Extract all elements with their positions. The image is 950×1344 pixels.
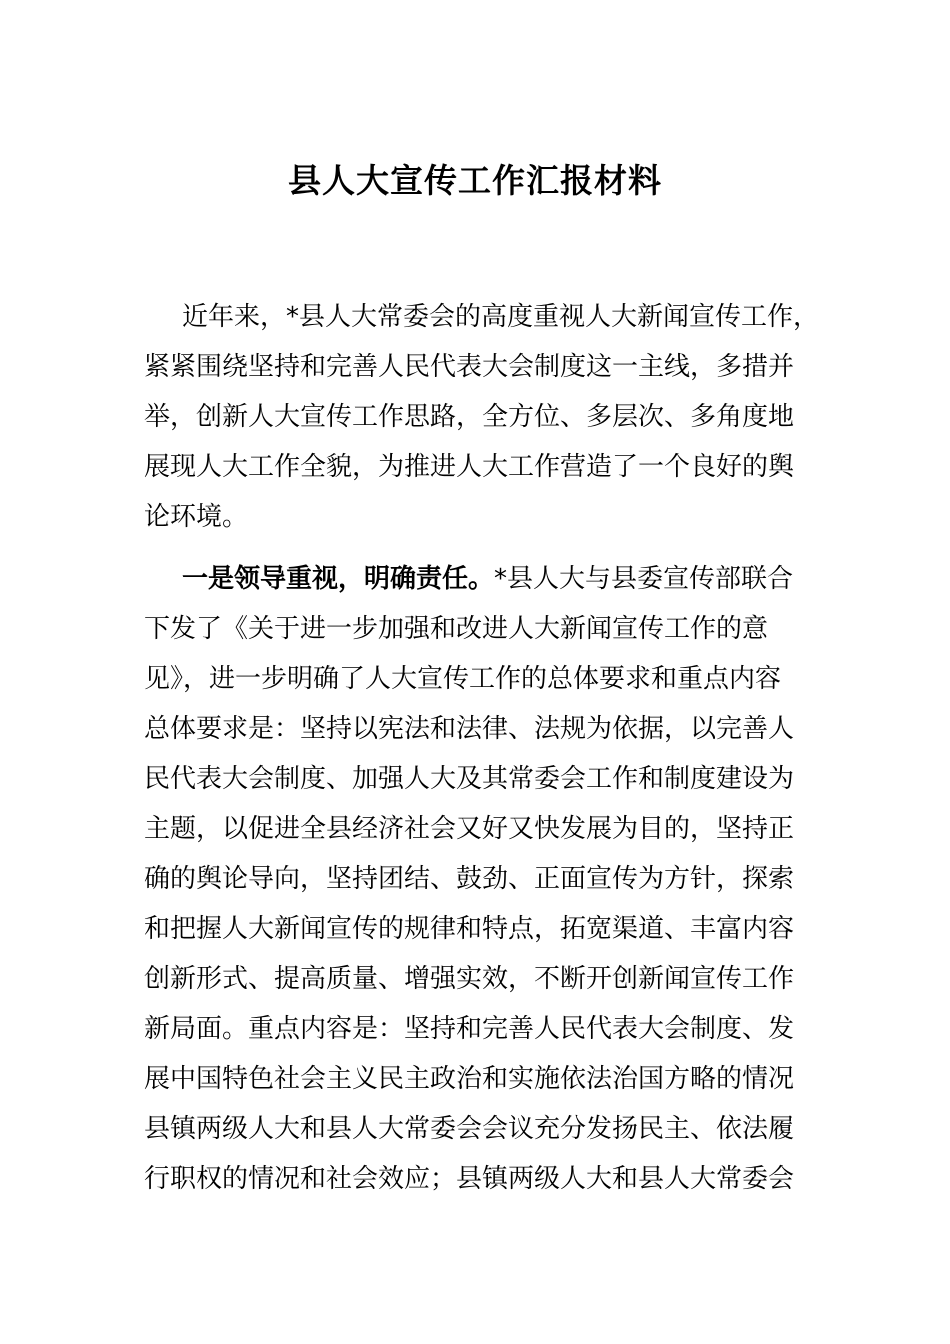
paragraph-line: 下发了《关于进一步加强和改进人大新闻宣传工作的意 [144,614,769,644]
paragraph-line: 近年来，*县人大常委会的高度重视人大新闻宣传工作， [182,302,820,332]
paragraph-line: 论环境。 [144,502,249,532]
document-title: 县人大宣传工作汇报材料 [288,161,662,200]
paragraph-intro [144,292,820,542]
paragraph-leadership [144,554,808,1204]
paragraph-line: 县镇两级人大和县人大常委会会议充分发扬民主、依法履 [144,1114,795,1144]
paragraph-line: 见》，进一步明确了人大宣传工作的总体要求和重点内容 [144,664,782,694]
paragraph-spacer [144,542,808,554]
paragraph-text: *县人大与县委宣传部联合 [494,564,794,594]
document-body [144,292,820,1204]
paragraph-line: 总体要求是：坚持以宪法和法律、法规为依据，以完善人 [144,714,795,744]
paragraph-line: 举，创新人大宣传工作思路，全方位、多层次、多角度地 [144,402,795,432]
paragraph-line: 确的舆论导向，坚持团结、鼓劲、正面宣传为方针，探索 [144,864,795,894]
paragraph-line: 主题，以促进全县经济社会又好又快发展为目的，坚持正 [144,814,795,844]
paragraph-line: 和把握人大新闻宣传的规律和特点，拓宽渠道、丰富内容 [144,914,795,944]
paragraph-line: 紧紧围绕坚持和完善人民代表大会制度这一主线，多措并 [144,352,795,382]
paragraph-line: 展中国特色社会主义民主政治和实施依法治国方略的情况 [144,1064,795,1094]
paragraph-line: 展现人大工作全貌，为推进人大工作营造了一个良好的舆 [144,452,795,482]
paragraph-line: 民代表大会制度、加强人大及其常委会工作和制度建设为 [144,764,795,794]
paragraph-line: 创新形式、提高质量、增强实效，不断开创新闻宣传工作 [144,964,795,994]
paragraph-first-line [144,554,808,604]
paragraph-heading: 一是领导重视，明确责任。 [182,564,495,594]
paragraph-line: 新局面。重点内容是：坚持和完善人民代表大会制度、发 [144,1014,795,1044]
paragraph-line: 行职权的情况和社会效应；县镇两级人大和县人大常委会 [144,1164,795,1194]
